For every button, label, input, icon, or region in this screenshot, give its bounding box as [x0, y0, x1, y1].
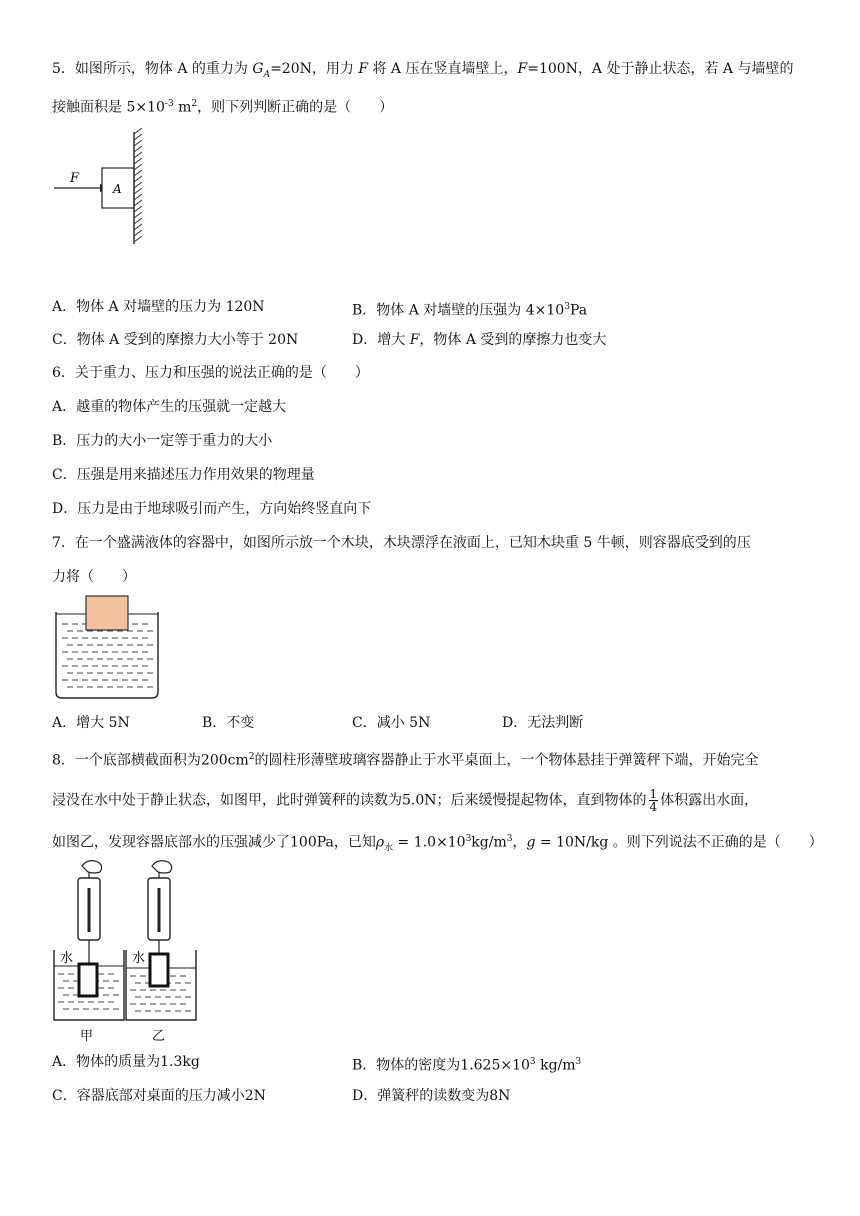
- option-value: 1.625×10: [460, 1057, 530, 1074]
- exponent: 3: [506, 834, 513, 844]
- q5-stem-text: =100N，A 处于静止状态，若 A 与墙壁的: [527, 61, 794, 77]
- q7-stem-text: 力将（ ）: [52, 569, 136, 585]
- option-text: A．增大 5N: [52, 715, 130, 731]
- option-text: A．物体 A 对墙壁的压力为 120N: [52, 299, 265, 315]
- q8-option-a[interactable]: [52, 1052, 200, 1072]
- caption-yi: 乙: [152, 1029, 166, 1044]
- g-symbol: g: [526, 834, 536, 851]
- f-symbol: F: [358, 61, 369, 77]
- option-unit: kg/m: [535, 1057, 576, 1074]
- object-jia: [79, 964, 97, 996]
- block-label: A: [113, 182, 122, 196]
- q7-option-b[interactable]: [202, 713, 254, 733]
- q5-option-a[interactable]: [52, 297, 265, 317]
- caption-jia: 甲: [80, 1029, 94, 1044]
- f-symbol: F: [517, 61, 528, 77]
- exponent: 3: [575, 1057, 582, 1067]
- rho-unit: kg/m: [471, 834, 507, 851]
- option-text: C．物体 A 受到的摩擦力大小等于 20N: [52, 332, 299, 348]
- q8-option-b[interactable]: [352, 1052, 581, 1076]
- exponent: 3: [529, 1057, 536, 1067]
- option-text: D．无法判断: [502, 715, 584, 731]
- g-subscript: A: [263, 69, 271, 80]
- q5-stem-text: ，则下列判断正确的是（ ）: [197, 99, 394, 116]
- q7-stem-line2: [52, 567, 136, 587]
- option-value: 8N: [489, 1088, 511, 1104]
- q5-stem-text: 接触面积是 5×10: [52, 99, 165, 116]
- q8-stem-text: ，已知: [333, 834, 376, 851]
- rho-value: = 1.0×10: [393, 834, 466, 851]
- q6-stem-text: 6．关于重力、压力和压强的说法正确的是（ ）: [52, 365, 369, 381]
- exponent: 3: [465, 834, 472, 844]
- water-label-yi: 水: [132, 951, 146, 966]
- q5-option-d[interactable]: [352, 330, 606, 350]
- q5-option-b[interactable]: [352, 297, 587, 321]
- q5-stem-line2: [52, 94, 393, 118]
- f-symbol: F: [409, 332, 420, 348]
- option-text: B．压力的大小一定等于重力的大小: [52, 433, 273, 449]
- g-symbol: G: [252, 61, 264, 77]
- option-text: D．压力是由于地球吸引而产生，方向始终竖直向下: [52, 501, 372, 517]
- q5-stem-text: m: [173, 99, 192, 116]
- q6-stem: [52, 363, 369, 383]
- q5-option-c[interactable]: [52, 330, 298, 350]
- q8-stem-text: 体积露出水面，: [660, 792, 759, 809]
- option-value: 1.3kg: [160, 1054, 200, 1070]
- spring-scale-yi: [148, 861, 172, 954]
- area-value: 200cm: [200, 752, 249, 769]
- q6-option-b[interactable]: [52, 431, 272, 451]
- q5-stem-text: =20N，用力: [270, 61, 359, 77]
- g-value: = 10N/kg: [535, 834, 609, 851]
- q7-stem-line1: [52, 533, 751, 553]
- option-text: B．不变: [202, 715, 255, 731]
- liquid-dashes: [62, 624, 153, 687]
- option-value: 2N: [244, 1088, 266, 1104]
- wood-block: [86, 596, 128, 630]
- rho-subscript: 水: [384, 843, 394, 854]
- q5-stem-line1: [52, 59, 794, 85]
- exponent: 2: [191, 99, 198, 109]
- q6-option-d[interactable]: [52, 499, 371, 519]
- rho-symbol: ρ: [375, 834, 385, 851]
- option-text: Pa: [569, 302, 588, 319]
- q8-figure: [52, 858, 202, 1044]
- q7-figure: [54, 594, 164, 702]
- option-text: D．弹簧秤的读数变为: [352, 1088, 490, 1104]
- q8-stem-line1: [52, 747, 759, 771]
- option-text: C．容器底部对桌面的压力减小: [52, 1088, 245, 1104]
- force-label: F: [70, 171, 80, 186]
- option-text: C．减小 5N: [352, 715, 431, 731]
- q7-option-c[interactable]: [352, 713, 430, 733]
- option-text: A．越重的物体产生的压强就一定越大: [52, 399, 287, 415]
- q7-stem-text: 7．在一个盛满液体的容器中，如图所示放一个木块，木块漂浮在液面上，已知木块重 5 牛顿，则容器底受到的压: [52, 535, 751, 551]
- fraction-denominator: 4: [649, 800, 658, 814]
- wall-hatching: [134, 128, 142, 242]
- q5-figure: [50, 130, 160, 246]
- option-text: ，物体 A 受到的摩擦力也变大: [419, 332, 607, 348]
- pressure-value: 100Pa: [290, 834, 334, 851]
- q8-option-c[interactable]: [52, 1086, 266, 1106]
- water-label-jia: 水: [60, 951, 74, 966]
- option-text: D．增大: [352, 332, 410, 348]
- q8-stem-text: 8．一个底部横截面积为: [52, 752, 201, 769]
- q8-stem-line2: [52, 788, 758, 813]
- reading-value: 5.0N: [402, 792, 437, 809]
- fraction-numerator: 1: [649, 787, 658, 801]
- spring-scale-jia: [78, 861, 102, 964]
- q7-option-d[interactable]: [502, 713, 583, 733]
- q8-stem-text: ，: [512, 834, 527, 851]
- q7-option-a[interactable]: [52, 713, 130, 733]
- q8-stem-text: ；后来缓慢提起物体，直到物体的: [436, 792, 647, 809]
- fraction-one-quarter: [649, 788, 659, 813]
- option-text: C．压强是用来描述压力作用效果的物理量: [52, 467, 315, 483]
- q8-stem-text: 的圆柱形薄壁玻璃容器静止于水平桌面上，一个物体悬挂于弹簧秤下端，开始完全: [254, 752, 759, 769]
- q8-stem-text: 。则下列说法不正确的是（ ）: [608, 834, 823, 851]
- option-text: B．物体的密度为: [352, 1057, 461, 1074]
- q8-stem-text: 浸没在水中处于静止状态，如图甲，此时弹簧秤的读数为: [52, 792, 402, 809]
- exponent: 3: [564, 302, 570, 312]
- exponent: -3: [164, 99, 174, 109]
- q8-stem-text: 如图乙，发现容器底部水的压强减少了: [52, 834, 290, 851]
- object-yi: [150, 954, 168, 986]
- q5-stem-text: 将 A 压在竖直墙壁上，: [368, 61, 518, 77]
- q5-stem-text: 5．如图所示，物体 A 的重力为: [52, 61, 253, 77]
- option-text: A．物体的质量为: [52, 1054, 161, 1070]
- q8-option-d[interactable]: [352, 1086, 510, 1106]
- q6-option-c[interactable]: [52, 465, 315, 485]
- q6-option-a[interactable]: [52, 397, 286, 417]
- option-text: B．物体 A 对墙壁的压强为 4×10: [352, 302, 565, 319]
- exponent: 2: [248, 752, 255, 762]
- q8-stem-line3: [52, 829, 823, 858]
